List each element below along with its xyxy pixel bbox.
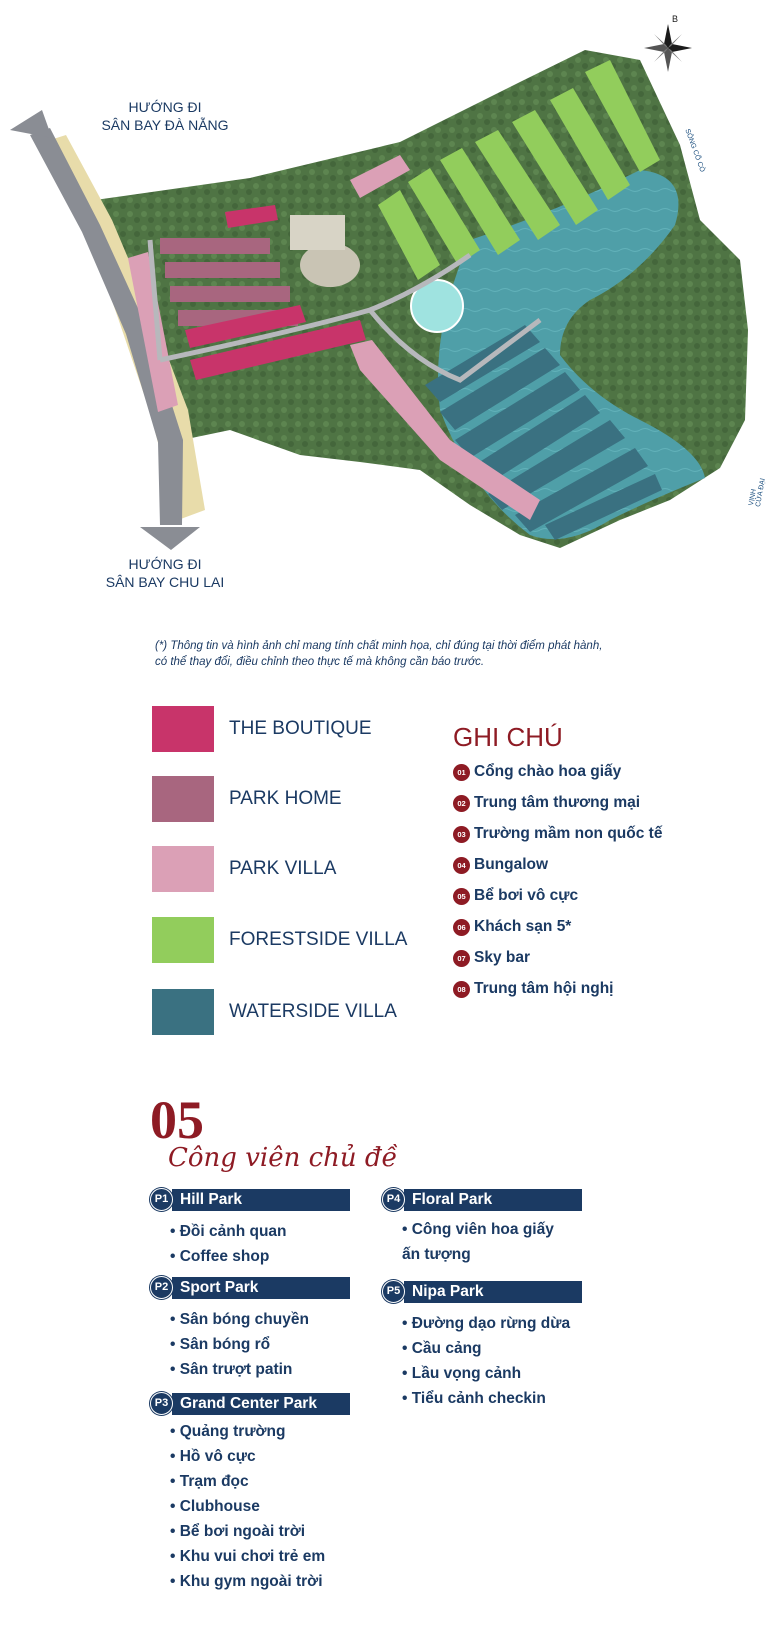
master-plan-map: [0, 0, 781, 600]
river-bottom-label: VỊNH CỬA ĐẠI: [748, 477, 767, 508]
park-feature: • Công viên hoa giấy ấn tượng: [402, 1217, 572, 1267]
legend-item-forestside-villa: [152, 917, 412, 965]
direction-top: [95, 98, 235, 134]
note-item: [453, 916, 753, 940]
park-feature: • Khu vui chơi trẻ em: [170, 1544, 325, 1569]
section-title: Công viên chủ đề: [168, 1143, 398, 1173]
note-label: Trường mầm non quốc tế: [474, 825, 663, 842]
park-code-badge: P1: [150, 1188, 173, 1211]
note-number-badge: 08: [453, 981, 470, 998]
note-label: Trung tâm hội nghị: [474, 980, 614, 997]
park-header-sport-park: [150, 1276, 362, 1300]
park-header-grand-center-park: [150, 1392, 362, 1416]
disclaimer-line2: có thể thay đổi, điều chỉnh theo thực tế mà không cần báo trước.: [155, 656, 485, 668]
note-number-badge: 02: [453, 795, 470, 812]
disclaimer-line1: (*) Thông tin và hình ảnh chỉ mang tính chất minh họa, chỉ đúng tại thời điểm phát hành,: [155, 640, 603, 652]
park-code-badge: P3: [150, 1392, 173, 1415]
park-name: Sport Park: [172, 1277, 350, 1299]
park-feature: • Trạm đọc: [170, 1469, 325, 1494]
park-feature: • Lầu vọng cảnh: [402, 1361, 570, 1386]
river-top-label: SÔNG CỔ CÒ: [683, 128, 706, 174]
note-number-badge: 06: [453, 919, 470, 936]
park-feature: • Hồ vô cực: [170, 1444, 325, 1469]
park-code-badge: P4: [382, 1188, 405, 1211]
park-features-hill-park: [170, 1219, 287, 1269]
note-number-badge: 03: [453, 826, 470, 843]
park-feature: • Quảng trường: [170, 1419, 325, 1444]
park-name: Floral Park: [404, 1189, 582, 1211]
direction-top-line2: SÂN BAY ĐÀ NẴNG: [101, 117, 229, 133]
note-item: [453, 854, 753, 878]
notes-title: GHI CHÚ: [453, 722, 563, 752]
note-item: [453, 823, 753, 847]
park-feature: • Coffee shop: [170, 1244, 287, 1269]
note-label: Trung tâm thương mại: [474, 794, 641, 811]
amenity-area: [290, 215, 345, 250]
park-feature: • Cầu cảng: [402, 1336, 570, 1361]
disclaimer: [155, 638, 675, 670]
legend-swatch: [152, 989, 214, 1035]
legend-label: WATERSIDE VILLA: [229, 1001, 397, 1022]
park-name: Grand Center Park: [172, 1393, 350, 1415]
legend-label: FORESTSIDE VILLA: [229, 929, 408, 950]
note-item: [453, 761, 753, 785]
note-item: [453, 885, 753, 909]
park-feature: • Đồi cảnh quan: [170, 1219, 287, 1244]
master-plan-illustration: [0, 0, 781, 600]
park-header-hill-park: [150, 1188, 362, 1212]
park-features-floral-park: [402, 1217, 572, 1267]
direction-top-line1: HƯỚNG ĐI: [128, 99, 202, 115]
legend-label: THE BOUTIQUE: [229, 718, 372, 739]
legend-swatch: [152, 917, 214, 963]
note-number-badge: 01: [453, 764, 470, 781]
park-feature: • Tiểu cảnh checkin: [402, 1386, 570, 1411]
park-features-sport-park: [170, 1307, 309, 1382]
note-label: Khách sạn 5*: [474, 918, 572, 935]
arrow-top: [10, 110, 52, 138]
note-number-badge: 07: [453, 950, 470, 967]
direction-bottom-line1: HƯỚNG ĐI: [128, 556, 202, 572]
note-label: Bungalow: [474, 856, 549, 873]
park-header-floral-park: [382, 1188, 594, 1212]
legend-item-park-villa: [152, 846, 412, 894]
legend-swatch: [152, 846, 214, 892]
park-feature: • Sân bóng rổ: [170, 1332, 309, 1357]
note-item: [453, 792, 753, 816]
note-item: [453, 947, 753, 971]
park-feature: • Đường dạo rừng dừa: [402, 1311, 570, 1336]
park-feature: • Bể bơi ngoài trời: [170, 1519, 325, 1544]
direction-bottom: [90, 555, 240, 591]
arrow-bottom: [140, 527, 200, 550]
park-feature: • Khu gym ngoài trời: [170, 1569, 325, 1594]
legend-label: PARK VILLA: [229, 858, 337, 879]
compass-north-label: B: [672, 14, 679, 24]
note-number-badge: 04: [453, 857, 470, 874]
park-features-nipa-park: [402, 1311, 570, 1411]
park-code-badge: P5: [382, 1280, 405, 1303]
park-features-grand-center-park: [170, 1419, 325, 1594]
direction-bottom-line2: SÂN BAY CHU LAI: [105, 574, 225, 590]
park-name: Hill Park: [172, 1189, 350, 1211]
section-number: 05: [150, 1090, 204, 1150]
legend-swatch: [152, 706, 214, 752]
legend-item-waterside-villa: [152, 989, 412, 1037]
park-feature: • Sân bóng chuyền: [170, 1307, 309, 1332]
note-number-badge: 05: [453, 888, 470, 905]
legend-swatch: [152, 776, 214, 822]
park-feature: • Sân trượt patin: [170, 1357, 309, 1382]
park-code-badge: P2: [150, 1276, 173, 1299]
note-label: Bể bơi vô cực: [474, 887, 579, 904]
park-header-nipa-park: [382, 1280, 594, 1304]
note-label: Cổng chào hoa giấy: [474, 763, 622, 780]
compass-icon: [644, 14, 692, 72]
park-feature: • Clubhouse: [170, 1494, 325, 1519]
note-item: [453, 978, 753, 1002]
legend-item-park-home: [152, 776, 412, 824]
note-label: Sky bar: [474, 949, 531, 966]
legend-label: PARK HOME: [229, 788, 342, 809]
park-name: Nipa Park: [404, 1281, 582, 1303]
legend-item-the-boutique: [152, 706, 412, 754]
